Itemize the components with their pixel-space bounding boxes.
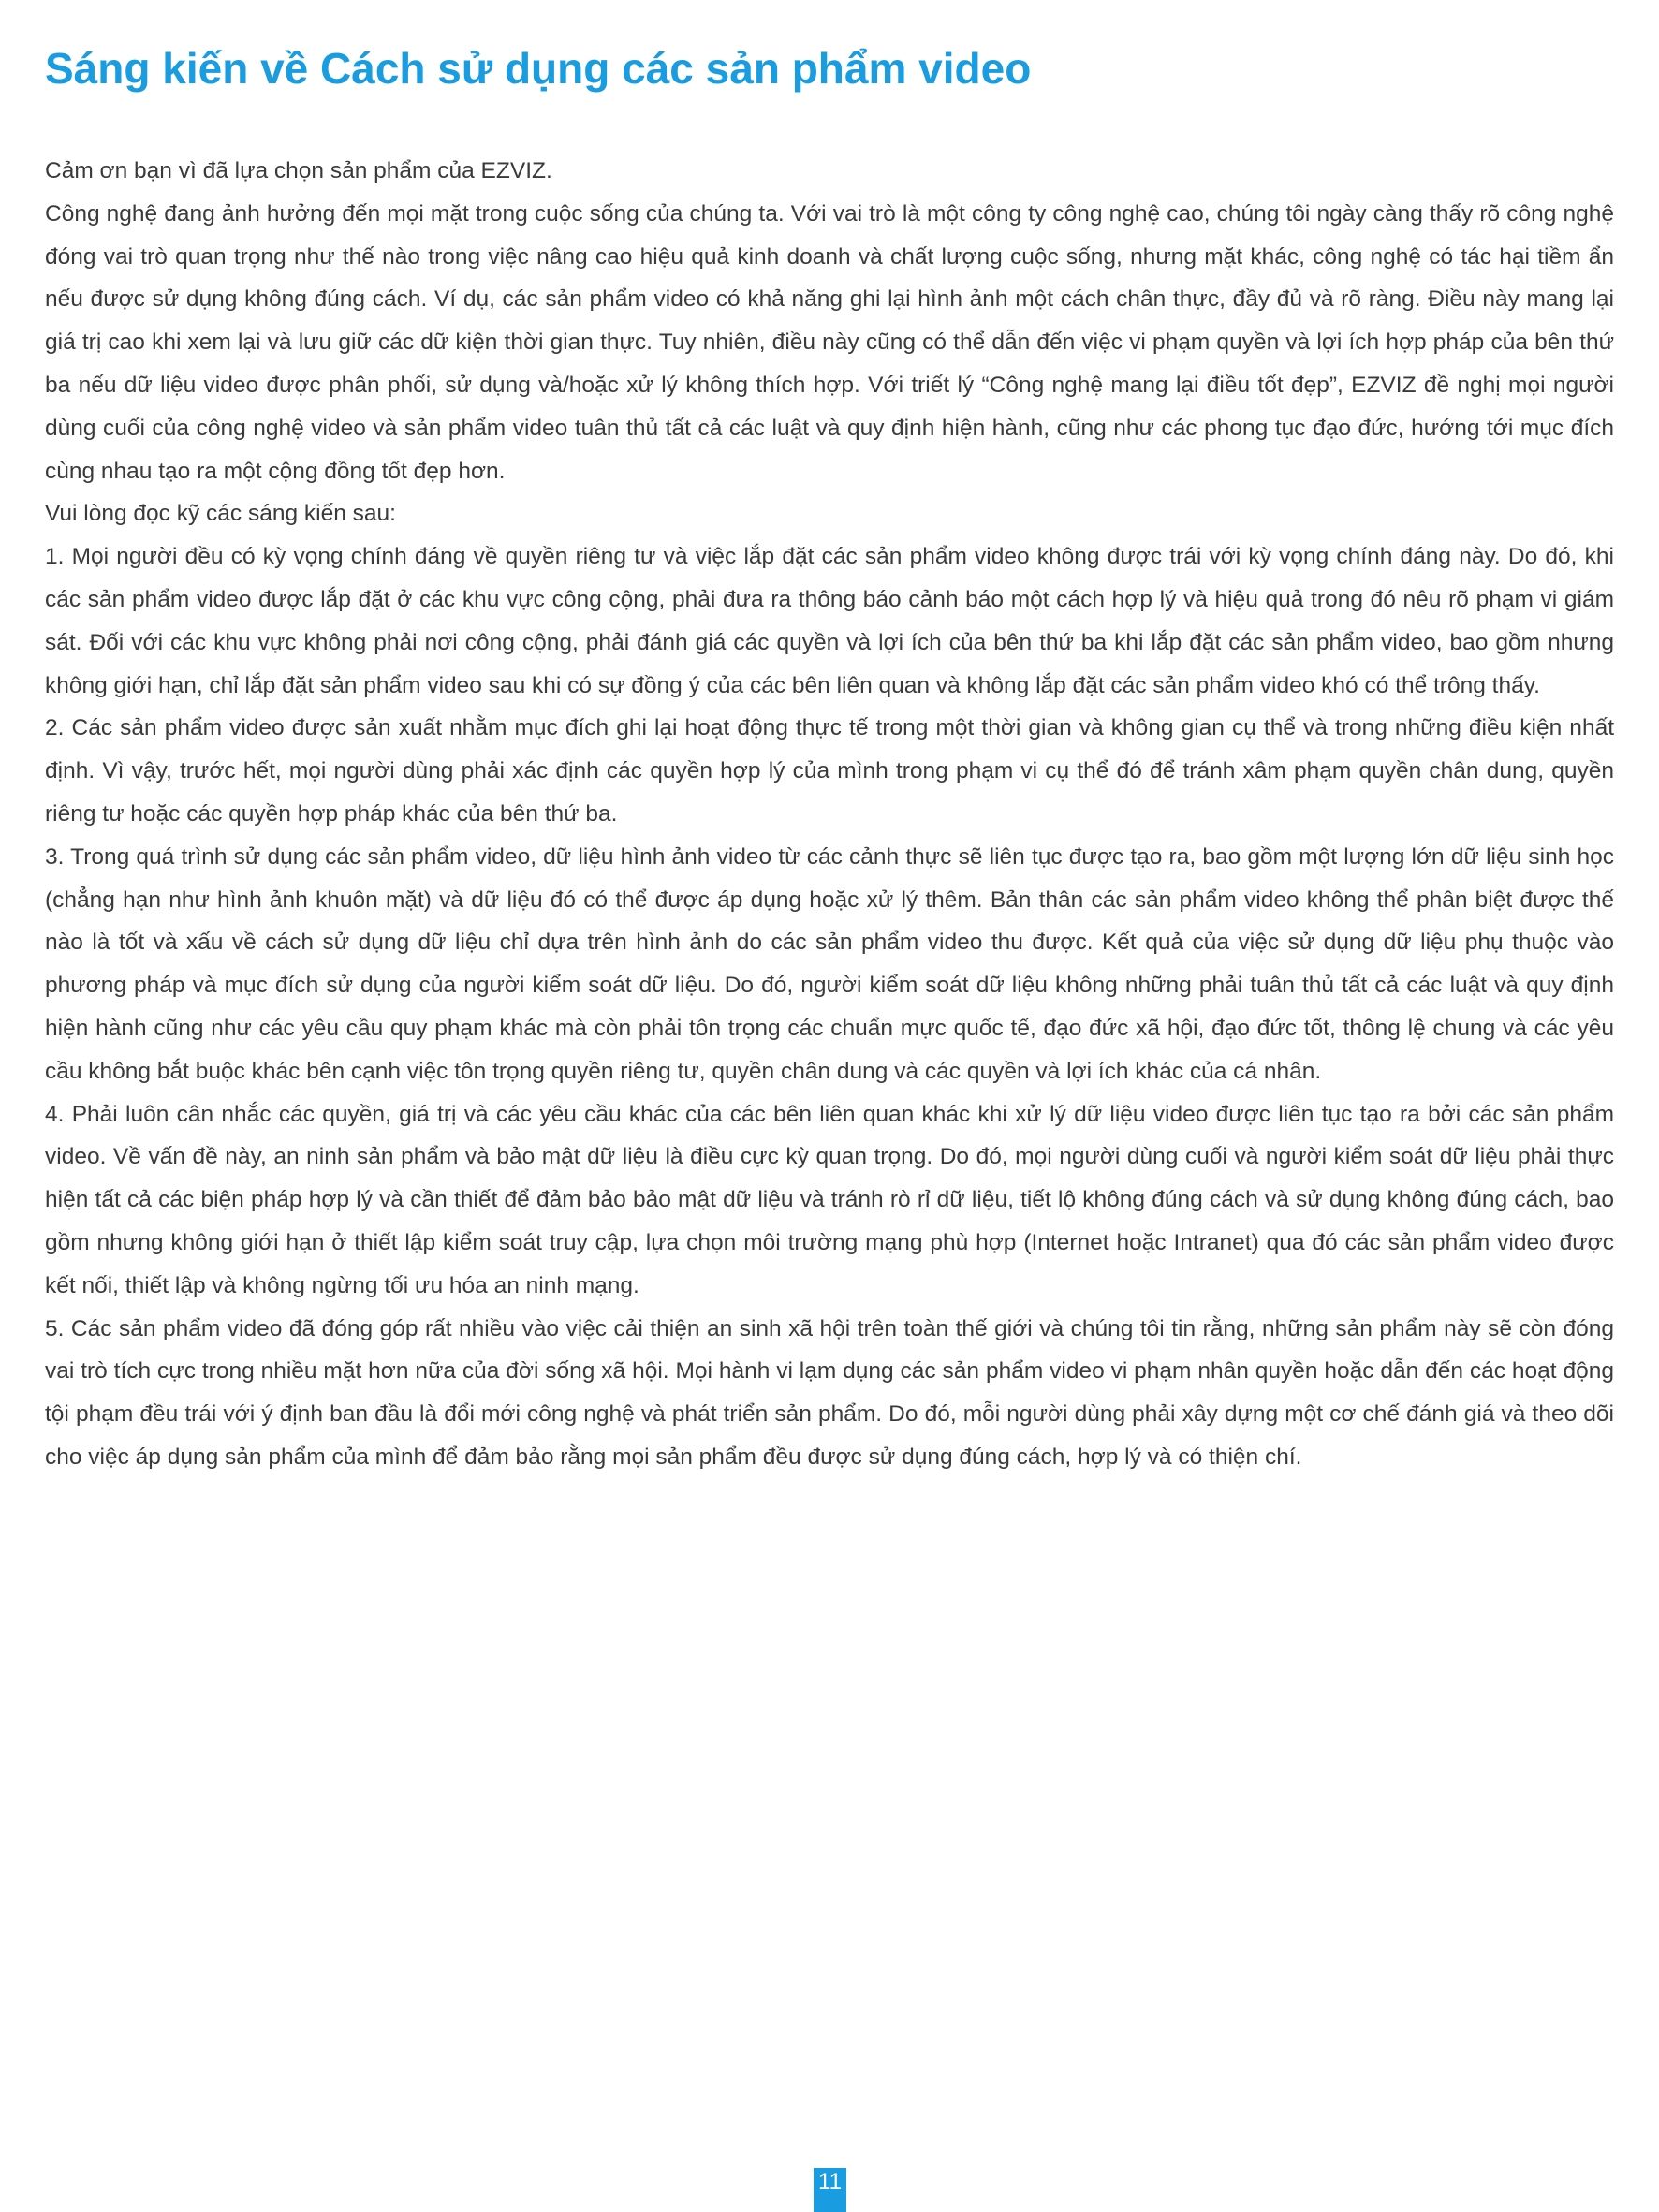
read-instruction: Vui lòng đọc kỹ các sáng kiến sau: (45, 501, 396, 527)
intro-technology: Công nghệ đang ảnh hưởng đến mọi mặt trong cuộc sống của chúng ta. Với vai trò là một công ty công nghệ cao, chúng tôi ngày càng thấy rõ công nghệ đóng vai trò quan trọng như thế nào trong việc nâng cao hiệu quả kinh doanh và chất lượng cuộc sống, nhưng mặt khác, công nghệ có tác hại tiềm ẩn nếu được sử dụng không đúng cách. Ví dụ, các sản phẩm video có khả năng ghi lại hình ảnh một cách chân thực, đầy đủ và rõ ràng. Điều này mang lại giá trị cao khi xem lại và lưu giữ các dữ kiện thời gian thực. Tuy nhiên, điều này cũng có thể dẫn đến việc vi phạm quyền và lợi ích hợp pháp của bên thứ ba nếu dữ liệu video được phân phối, sử dụng và/hoặc xử lý không thích hợp. Với triết lý “Công nghệ mang lại điều tốt đẹp”, EZVIZ đề nghị mọi người dùng cuối của công nghệ video và sản phẩm video tuân thủ tất cả các luật và quy định hiện hành, cũng như các phong tục đạo đức, hướng tới mục đích cùng nhau tạo ra một cộng đồng tốt đẹp hơn. (45, 200, 1614, 484)
initiative-5: 5. Các sản phẩm video đã đóng góp rất nhiều vào việc cải thiện an sinh xã hội trên toàn thế giới và chúng tôi tin rằng, những sản phẩm này sẽ còn đóng vai trò tích cực trong nhiều mặt hơn nữa của đời sống xã hội. Mọi hành vi lạm dụng các sản phẩm video vi phạm nhân quyền hoặc dẫn đến các hoạt động tội phạm đều trái với ý định ban đầu là đổi mới công nghệ và phát triển sản phẩm. Do đó, mỗi người dùng phải xây dựng một cơ chế đánh giá và theo dõi cho việc áp dụng sản phẩm của mình để đảm bảo rằng mọi sản phẩm đều được sử dụng đúng cách, hợp lý và có thiện chí. (45, 1315, 1614, 1470)
initiative-4: 4. Phải luôn cân nhắc các quyền, giá trị và các yêu cầu khác của các bên liên quan khác khi xử lý dữ liệu video được liên tục tạo ra bởi các sản phẩm video. Về vấn đề này, an ninh sản phẩm và bảo mật dữ liệu là điều cực kỳ quan trọng. Do đó, mọi người dùng cuối và người kiểm soát dữ liệu phải thực hiện tất cả các biện pháp hợp lý và cần thiết để đảm bảo bảo mật dữ liệu và tránh rò rỉ dữ liệu, tiết lộ không đúng cách và sử dụng không đúng cách, bao gồm nhưng không giới hạn ở thiết lập kiểm soát truy cập, lựa chọn môi trường mạng phù hợp (Internet hoặc Intranet) qua đó các sản phẩm video được kết nối, thiết lập và không ngừng tối ưu hóa an ninh mạng. (45, 1101, 1614, 1298)
initiative-3: 3. Trong quá trình sử dụng các sản phẩm video, dữ liệu hình ảnh video từ các cảnh thực sẽ liên tục được tạo ra, bao gồm một lượng lớn dữ liệu sinh học (chẳng hạn như hình ảnh khuôn mặt) và dữ liệu đó có thể được áp dụng hoặc xử lý thêm. Bản thân các sản phẩm video không thể phân biệt được thế nào là tốt và xấu về cách sử dụng dữ liệu chỉ dựa trên hình ảnh do các sản phẩm video thu được. Kết quả của việc sử dụng dữ liệu phụ thuộc vào phương pháp và mục đích sử dụng của người kiểm soát dữ liệu. Do đó, người kiểm soát dữ liệu không những phải tuân thủ tất cả các luật và quy định hiện hành cũng như các yêu cầu quy phạm khác mà còn phải tôn trọng các chuẩn mực quốc tế, đạo đức xã hội, đạo đức tốt, thông lệ chung và các yêu cầu không bắt buộc khác bên cạnh việc tôn trọng quyền riêng tư, quyền chân dung và các quyền và lợi ích khác của cá nhân. (45, 843, 1614, 1084)
page-title: Sáng kiến về Cách sử dụng các sản phẩm video (45, 44, 1032, 93)
initiative-2: 2. Các sản phẩm video được sản xuất nhằm mục đích ghi lại hoạt động thực tế trong một thời gian và không gian cụ thể và trong những điều kiện nhất định. Vì vậy, trước hết, mọi người dùng phải xác định các quyền hợp lý của mình trong phạm vi cụ thể đó để tránh xâm phạm quyền chân dung, quyền riêng tư hoặc các quyền hợp pháp khác của bên thứ ba. (45, 715, 1614, 827)
intro-thanks: Cảm ơn bạn vì đã lựa chọn sản phẩm của EZVIZ. (45, 158, 552, 183)
document-body (45, 150, 1614, 1479)
initiative-1: 1. Mọi người đều có kỳ vọng chính đáng về quyền riêng tư và việc lắp đặt các sản phẩm video không được trái với kỳ vọng chính đáng này. Do đó, khi các sản phẩm video được lắp đặt ở các khu vực công cộng, phải đưa ra thông báo cảnh báo một cách hợp lý và hiệu quả trong đó nêu rõ phạm vi giám sát. Đối với các khu vực không phải nơi công cộng, phải đánh giá các quyền và lợi ích của bên thứ ba khi lắp đặt các sản phẩm video, bao gồm nhưng không giới hạn, chỉ lắp đặt sản phẩm video sau khi có sự đồng ý của các bên liên quan và không lắp đặt các sản phẩm video khó có thể trông thấy. (45, 544, 1614, 698)
page-number: 11 (814, 2168, 846, 2212)
